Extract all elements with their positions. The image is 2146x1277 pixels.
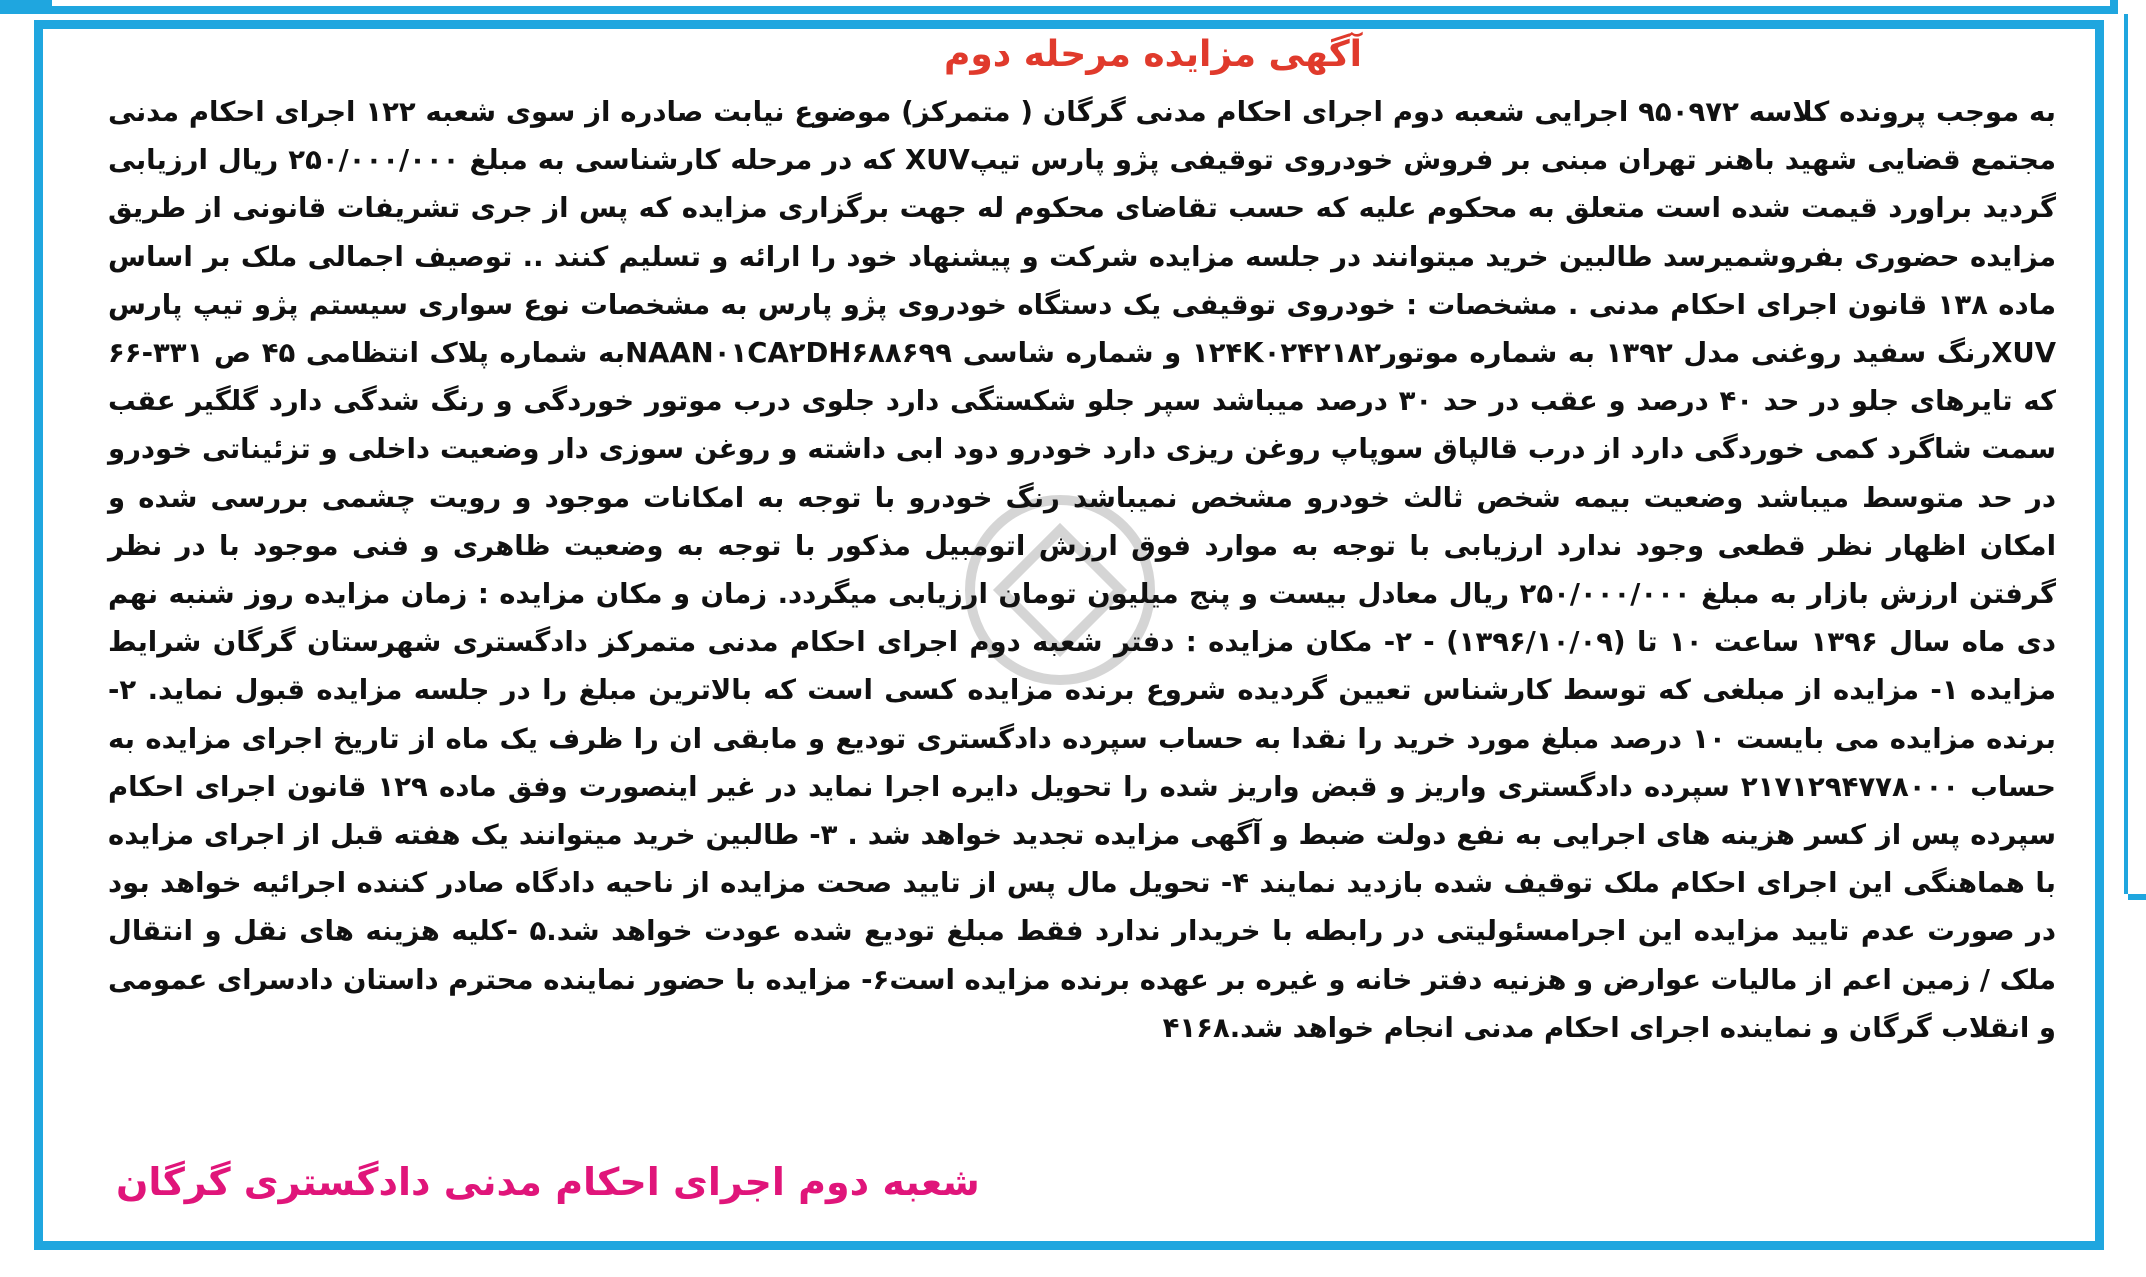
previous-notice-edge xyxy=(48,0,2114,6)
top-border-strip xyxy=(0,0,2146,14)
notice-body: به موجب پرونده کلاسه ۹۵۰۹۷۲ اجرایی شعبه دوم اجرای احکام مدنی گرگان ( متمرکز) موضوع نیابت صادره از سوی شعبه ۱۲۲ اجرای احکام مدنی مجتمع قضایی شهید باهنر تهران مبنی بر فروش خودروی توقیفی پژو پارس تیپXUV که در مرحله کارشناسی به مبلغ ۲۵۰/۰۰۰/۰۰۰ ریال ارزیابی گردید براورد قیمت شده است متعلق به محکوم علیه که حسب تقاضای محکوم له جهت برگزاری مزایده که پس از جری تشریفات قانونی از طریق مزایده حضوری بفروشمیرسد طالبین خرید میتوانند در جلسه مزایده شرکت و پیشنهاد خود را ارائه و تسلیم کنند .. توصیف اجمالی ملک بر اساس ماده ۱۳۸ قانون اجرای احکام مدنی . مشخصات : خودروی توقیفی یک دستگاه خودروی پژو پارس به مشخصات نوع سواری سیستم پژو تیپ پارس XUVرنگ سفید روغنی مدل ۱۳۹۲ به شماره موتور۱۲۴K۰۲۴۲۱۸۲ و شماره شاسی NAAN۰۱CA۲DH۶۸۸۶۹۹به شماره پلاک انتظامی ۴۵ ص ۳۳۱-۶۶ که تایرهای جلو در حد ۴۰ درصد و عقب در حد ۳۰ درصد میباشد سپر جلو شکستگی دارد جلوی درب موتور خوردگی و رنگ شدگی دارد گلگیر عقب سمت شاگرد کمی خوردگی دارد از درب قالپاق سوپاپ روغن ریزی دارد خودرو دود ابی داشته و روغن سوزی دار وضعیت داخلی و تزئیناتی خودرو در حد متوسط میباشد وضعیت بیمه شخص ثالث خودرو مشخص نمیباشد رنگ خودرو با توجه به امکانات موجود و رویت چشمی بررسی شده و امکان اظهار نظر قطعی وجود ندارد ارزیابی با توجه به موارد فوق ارزش اتومبیل مذکور با توجه به وضعیت ظاهری و فنی موجود با در نظر گرفتن ارزش بازار به مبلغ ۲۵۰/۰۰۰/۰۰۰ ریال معادل بیست و پنج میلیون تومان ارزیابی میگردد. زمان و مکان مزایده : زمان مزایده روز شنبه نهم دی ماه سال ۱۳۹۶ ساعت ۱۰ تا (۱۳۹۶/۱۰/۰۹) - ۲- مکان مزایده : دفتر شعبه دوم اجرای احکام مدنی متمرکز دادگستری شهرستان گرگان شرایط مزایده ۱- مزایده از مبلغی که توسط کارشناس تعیین گردیده شروع برنده مزایده کسی است که بالاترین مبلغ را در جلسه مزایده قبول نماید. ۲- برنده مزایده می بایست ۱۰ درصد مبلغ مورد خرید را نقدا به حساب سپرده دادگستری تودیع و مابقی ان را ظرف یک ماه از تاریخ اجرای مزایده به حساب ۲۱۷۱۲۹۴۷۷۸۰۰۰ سپرده دادگستری واریز و قبض واریز شده را تحویل دایره اجرا نماید در غیر اینصورت وفق ماده ۱۲۹ قانون اجرای احکام سپرده پس از کسر هزینه های اجرایی به نفع دولت ضبط و آگهی مزایده تجدید خواهد شد . ۳- طالبین خرید میتوانند یک هفته قبل از اجرای مزایده با هماهنگی این اجرای احکام ملک توقیف شده بازدید نمایند ۴- تحویل مال پس از تایید صحت مزایده از ناحیه دادگاه صادر کننده اجرائیه خواهد بود در صورت عدم تایید مزایده این اجرامسئولیتی در رابطه با خریدار ندارد فقط مبلغ تودیع شده عودت خواهد شد.۵ -کلیه هزینه های نقل و انتقال ملک / زمین اعم از مالیات عوارض و هزنیه دفتر خانه و غیره بر عهده برنده مزایده است۶- مزایده با حضور نماینده محترم داستان دادسرای عمومی و انقلاب گرگان و نماینده اجرای احکام مدنی انجام خواهد شد.۴۱۶۸ xyxy=(108,96,2057,1044)
issuer-signature: شعبه دوم اجرای احکام مدنی دادگستری گرگان xyxy=(116,1160,980,1204)
adjacent-frame-notch xyxy=(2128,894,2146,900)
adjacent-frame-line xyxy=(2124,14,2128,894)
right-margin xyxy=(2118,0,2146,1277)
notice-title: آگهی مزایده مرحله دوم xyxy=(943,34,1363,75)
